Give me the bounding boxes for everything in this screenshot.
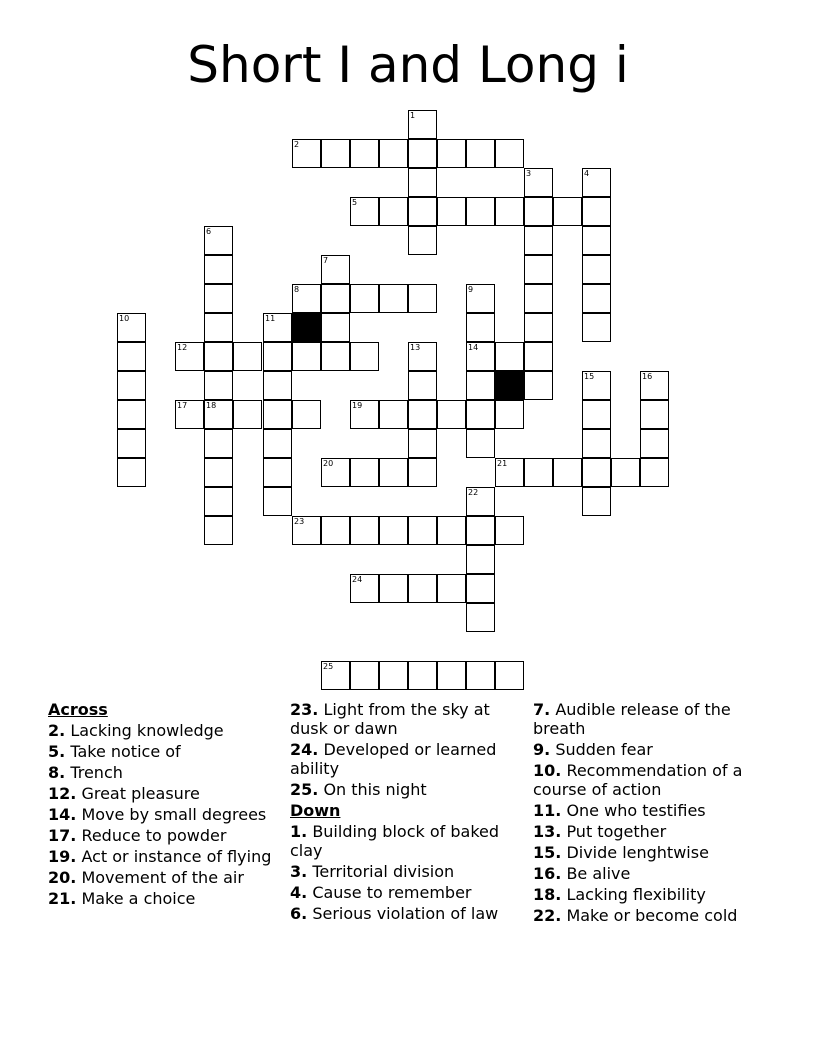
clue-number: 10 (119, 314, 130, 323)
clue-item (48, 889, 278, 908)
clue-item-number: 6. (290, 904, 308, 923)
grid-cell[interactable] (117, 371, 146, 400)
grid-cell[interactable] (292, 400, 321, 429)
grid-cell[interactable] (263, 458, 292, 487)
grid-cell[interactable] (437, 139, 466, 168)
grid-cell[interactable] (582, 284, 611, 313)
clue-item-text: Move by small degrees (81, 805, 267, 824)
clue-item (290, 883, 515, 902)
grid-cell[interactable] (466, 429, 495, 458)
grid-cell[interactable] (204, 284, 233, 313)
clue-item (533, 761, 773, 799)
grid-cell[interactable] (379, 139, 408, 168)
clue-item (290, 862, 515, 881)
clue-item-number: 3. (290, 862, 308, 881)
clue-item-number: 16. (533, 864, 562, 883)
clue-item (48, 721, 278, 740)
grid-cell[interactable] (524, 197, 553, 226)
clue-item-text: Divide lenghtwise (566, 843, 709, 862)
grid-cell[interactable] (408, 226, 437, 255)
clue-item (48, 805, 278, 824)
clue-item-number: 13. (533, 822, 562, 841)
grid-cell[interactable] (321, 342, 350, 371)
grid-cell[interactable] (466, 661, 495, 690)
clue-item-number: 4. (290, 883, 308, 902)
clues-column-2 (290, 700, 515, 925)
grid-cell[interactable] (204, 255, 233, 284)
grid-cell[interactable] (582, 255, 611, 284)
grid-cell[interactable] (263, 429, 292, 458)
grid-cell[interactable] (495, 197, 524, 226)
grid-cell[interactable] (495, 342, 524, 371)
grid-cell[interactable] (437, 574, 466, 603)
clue-number: 5 (352, 198, 358, 207)
clue-item-text: Territorial division (312, 862, 455, 881)
grid-cell-black (495, 371, 524, 400)
clue-item-text: Make a choice (81, 889, 196, 908)
clue-number: 13 (410, 343, 421, 352)
grid-cell[interactable] (408, 400, 437, 429)
grid-cell[interactable] (350, 284, 379, 313)
grid-cell[interactable] (524, 284, 553, 313)
clue-item-text: Be alive (566, 864, 631, 883)
grid-cell[interactable] (495, 400, 524, 429)
grid-cell[interactable] (408, 458, 437, 487)
grid-cell[interactable] (466, 197, 495, 226)
clue-number: 8 (294, 285, 300, 294)
grid-cell[interactable] (350, 661, 379, 690)
grid-cell[interactable] (495, 139, 524, 168)
across-heading: Across (48, 700, 108, 719)
clue-number: 9 (468, 285, 474, 294)
down-heading: Down (290, 801, 341, 820)
grid-cell[interactable] (263, 400, 292, 429)
grid-cell[interactable] (408, 168, 437, 197)
grid-cell[interactable] (350, 458, 379, 487)
clue-item-text: Take notice of (70, 742, 181, 761)
grid-cell[interactable] (582, 429, 611, 458)
grid-cell[interactable] (117, 458, 146, 487)
clue-item-number: 12. (48, 784, 77, 803)
grid-cell[interactable] (524, 313, 553, 342)
grid-cell[interactable] (524, 458, 553, 487)
clue-item-number: 22. (533, 906, 562, 925)
clue-item-text: Trench (70, 763, 123, 782)
clue-item-number: 19. (48, 847, 77, 866)
clue-number: 4 (584, 169, 590, 178)
clue-item-number: 17. (48, 826, 77, 845)
grid-cell[interactable] (553, 197, 582, 226)
grid-cell[interactable] (640, 429, 669, 458)
clue-item (533, 864, 773, 883)
grid-cell[interactable] (495, 516, 524, 545)
grid-cell[interactable] (408, 574, 437, 603)
clue-item (533, 740, 773, 759)
grid-cell[interactable] (408, 516, 437, 545)
down-clue-list (290, 822, 515, 923)
grid-cell[interactable] (204, 429, 233, 458)
grid-cell[interactable] (204, 458, 233, 487)
clue-item-number: 25. (290, 780, 319, 799)
clue-number: 19 (352, 401, 363, 410)
clue-item-number: 9. (533, 740, 551, 759)
grid-cell[interactable] (350, 342, 379, 371)
clue-number: 25 (323, 662, 334, 671)
grid-cell[interactable] (524, 255, 553, 284)
clue-item (533, 822, 773, 841)
clue-item-text: One who testifies (566, 801, 706, 820)
grid-cell[interactable] (524, 226, 553, 255)
grid-cell[interactable] (379, 661, 408, 690)
clue-item-text: Lacking knowledge (70, 721, 224, 740)
grid-cell[interactable] (321, 139, 350, 168)
grid-cell[interactable] (408, 197, 437, 226)
clue-item-text: On this night (323, 780, 427, 799)
grid-cell[interactable] (582, 487, 611, 516)
clue-item-number: 15. (533, 843, 562, 862)
grid-cell[interactable] (263, 342, 292, 371)
grid-cell[interactable] (379, 197, 408, 226)
grid-cell[interactable] (233, 342, 262, 371)
clue-item (290, 904, 515, 923)
grid-cell[interactable] (263, 371, 292, 400)
clue-number: 16 (642, 372, 653, 381)
grid-cell[interactable] (204, 313, 233, 342)
grid-cell[interactable] (495, 661, 524, 690)
clue-item (533, 843, 773, 862)
grid-cell[interactable] (408, 429, 437, 458)
clue-item-number: 21. (48, 889, 77, 908)
grid-cell[interactable] (524, 342, 553, 371)
clue-item-text: Reduce to powder (81, 826, 227, 845)
grid-cell[interactable] (437, 400, 466, 429)
grid-cell[interactable] (321, 313, 350, 342)
clue-item-number: 7. (533, 700, 551, 719)
clue-item (290, 780, 515, 799)
clue-item (48, 742, 278, 761)
clue-number: 12 (177, 343, 188, 352)
grid-cell[interactable] (292, 342, 321, 371)
clue-item-text: Serious violation of law (312, 904, 499, 923)
grid-cell[interactable] (437, 661, 466, 690)
grid-cell[interactable] (408, 661, 437, 690)
clue-item-text: Sudden fear (555, 740, 653, 759)
grid-cell[interactable] (466, 371, 495, 400)
clue-item (290, 822, 515, 860)
grid-cell[interactable] (204, 371, 233, 400)
grid-cell[interactable] (233, 400, 262, 429)
clue-number: 20 (323, 459, 334, 468)
clue-item-number: 20. (48, 868, 77, 887)
clue-item-text: Developed or learned ability (290, 740, 497, 778)
clue-item-number: 23. (290, 700, 319, 719)
clue-number: 22 (468, 488, 479, 497)
grid-cell[interactable] (117, 400, 146, 429)
clue-item-text: Act or instance of flying (81, 847, 272, 866)
grid-cell[interactable] (379, 458, 408, 487)
clue-item (48, 784, 278, 803)
clue-number: 14 (468, 343, 479, 352)
grid-cell[interactable] (408, 371, 437, 400)
clue-item-text: Put together (566, 822, 667, 841)
clue-number: 1 (410, 111, 416, 120)
grid-cell[interactable] (640, 400, 669, 429)
across-clue-list-continued (290, 700, 515, 799)
grid-cell[interactable] (582, 226, 611, 255)
clue-item-number: 2. (48, 721, 66, 740)
clue-item (533, 801, 773, 820)
grid-cell[interactable] (204, 487, 233, 516)
clue-item-text: Light from the sky at dusk or dawn (290, 700, 490, 738)
grid-cell[interactable] (408, 139, 437, 168)
clue-item-number: 8. (48, 763, 66, 782)
grid-cell[interactable] (466, 400, 495, 429)
grid-cell[interactable] (204, 342, 233, 371)
clue-number: 23 (294, 517, 305, 526)
grid-cell[interactable] (582, 313, 611, 342)
clue-item-text: Lacking flexibility (566, 885, 706, 904)
grid-cell[interactable] (379, 284, 408, 313)
clue-number: 11 (265, 314, 276, 323)
clue-number: 15 (584, 372, 595, 381)
clue-item-number: 18. (533, 885, 562, 904)
across-clue-list (48, 721, 278, 908)
grid-cell[interactable] (379, 400, 408, 429)
grid-cell[interactable] (466, 574, 495, 603)
grid-cell[interactable] (611, 458, 640, 487)
grid-cell[interactable] (408, 284, 437, 313)
clue-number: 17 (177, 401, 188, 410)
clue-number: 24 (352, 575, 363, 584)
grid-cell[interactable] (321, 284, 350, 313)
clue-item-text: Great pleasure (81, 784, 200, 803)
grid-cell[interactable] (553, 458, 582, 487)
clue-item-text: Make or become cold (566, 906, 738, 925)
grid-cell[interactable] (321, 516, 350, 545)
grid-cell[interactable] (466, 603, 495, 632)
grid-cell[interactable] (379, 574, 408, 603)
clue-item-number: 5. (48, 742, 66, 761)
grid-cell[interactable] (117, 429, 146, 458)
clue-item-text: Audible release of the breath (533, 700, 731, 738)
grid-cell[interactable] (437, 516, 466, 545)
clue-item-text: Building block of baked clay (290, 822, 500, 860)
clue-item-number: 1. (290, 822, 308, 841)
down-clue-list-continued (533, 700, 773, 925)
clue-item-text: Recommendation of a course of action (533, 761, 743, 799)
grid-cell[interactable] (263, 487, 292, 516)
clue-item-number: 10. (533, 761, 562, 780)
clue-number: 2 (294, 140, 300, 149)
grid-cell[interactable] (582, 197, 611, 226)
clue-item-number: 24. (290, 740, 319, 759)
grid-cell[interactable] (640, 458, 669, 487)
clue-item (290, 700, 515, 738)
grid-cell[interactable] (466, 313, 495, 342)
grid-cell[interactable] (117, 342, 146, 371)
clues-column-1 (48, 700, 278, 910)
grid-cell[interactable] (350, 139, 379, 168)
grid-cell[interactable] (350, 516, 379, 545)
clue-number: 6 (206, 227, 212, 236)
grid-cell[interactable] (582, 400, 611, 429)
clue-item (48, 868, 278, 887)
clue-item-text: Cause to remember (312, 883, 472, 902)
clue-item (533, 885, 773, 904)
clue-item (48, 826, 278, 845)
clue-item (48, 763, 278, 782)
grid-cell[interactable] (466, 139, 495, 168)
clue-item-text: Movement of the air (81, 868, 244, 887)
clue-item (533, 700, 773, 738)
clue-number: 3 (526, 169, 532, 178)
clue-number: 7 (323, 256, 329, 265)
page-title: Short I and Long i (187, 36, 629, 94)
clue-item-number: 14. (48, 805, 77, 824)
grid-cell-black (292, 313, 321, 342)
clue-item-number: 11. (533, 801, 562, 820)
clue-number: 18 (206, 401, 217, 410)
grid-cell[interactable] (204, 516, 233, 545)
clue-number: 21 (497, 459, 508, 468)
clue-item (290, 740, 515, 778)
grid-cell[interactable] (437, 197, 466, 226)
grid-cell[interactable] (466, 545, 495, 574)
grid-cell[interactable] (466, 516, 495, 545)
clue-item (48, 847, 278, 866)
grid-cell[interactable] (582, 458, 611, 487)
clue-item (533, 906, 773, 925)
grid-cell[interactable] (379, 516, 408, 545)
grid-cell[interactable] (524, 371, 553, 400)
clues-column-3 (533, 700, 773, 927)
